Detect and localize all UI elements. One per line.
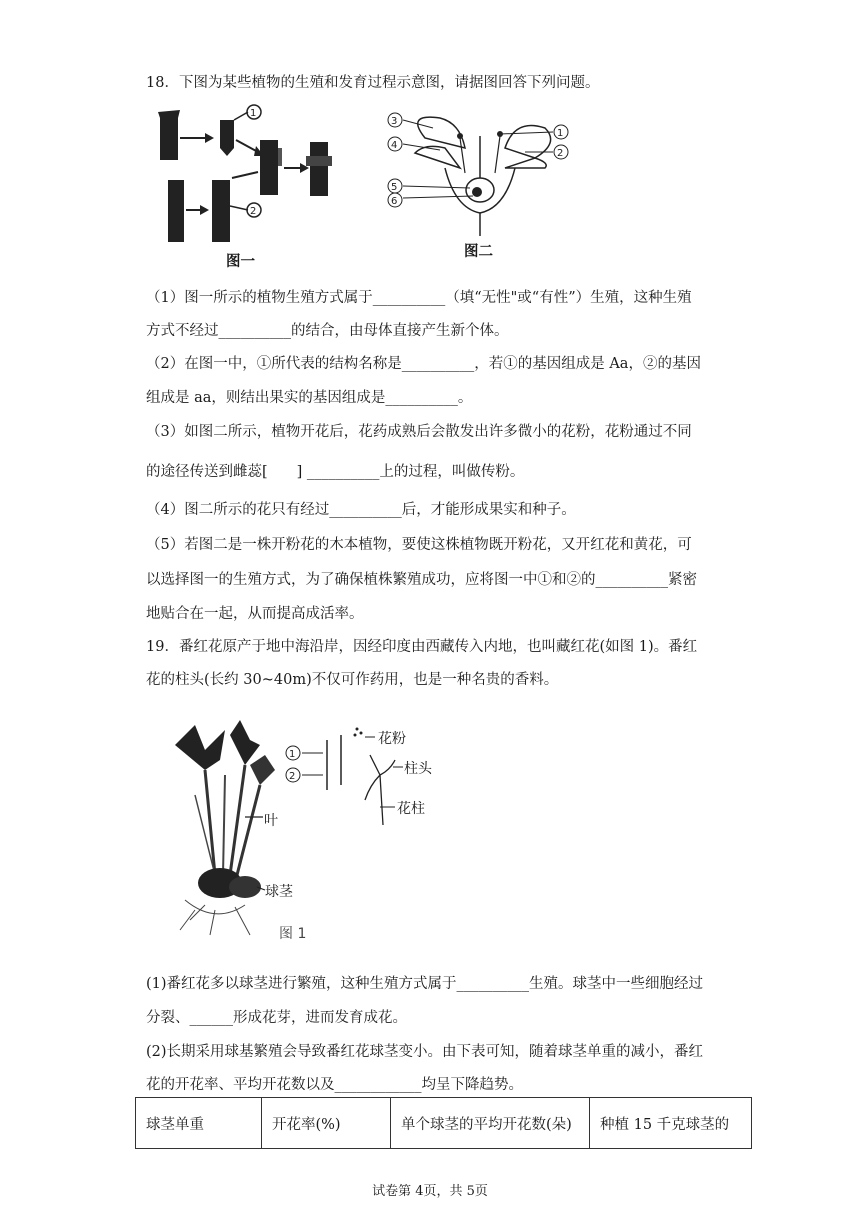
label-leaf: 叶 [264, 813, 278, 829]
label-corm: 球茎 [265, 884, 293, 900]
q18-line: （5）若图二是一株开粉花的木本植物，要使这株植物既开粉花，又开红花和黄花，可 [146, 537, 692, 553]
figure-saffron-caption: 图 1 [279, 926, 307, 942]
q19-stem-line2: 花的柱头(长约 30~40m)不仅可作药用，也是一种名贵的香料。 [146, 672, 559, 688]
table-header-cell: 种植 15 千克球茎的 [590, 1098, 752, 1149]
q18-line: 以选择图一的生殖方式，为了确保植株繁殖成功，应将图一中①和②的__________紧密 [146, 572, 697, 588]
q18-stem: 18．下图为某些植物的生殖和发育过程示意图，请据图回答下列问题。 [146, 75, 600, 91]
svg-text:5: 5 [391, 182, 398, 193]
figure2-caption: 图二 [464, 244, 493, 260]
label-pollen: 花粉 [378, 731, 406, 747]
svg-text:4: 4 [391, 140, 398, 151]
page-footer: 试卷第 4页，共 5页 [372, 1184, 488, 1199]
q18-line: 方式不经过__________的结合，由母体直接产生新个体。 [146, 323, 509, 339]
table-header-cell: 开花率(%) [262, 1098, 391, 1149]
corm-data-table [135, 1097, 752, 1149]
svg-text:2: 2 [250, 206, 257, 217]
svg-text:1: 1 [250, 108, 257, 119]
figure1-caption: 图一 [226, 254, 255, 270]
table-header-cell: 单个球茎的平均开花数(朵) [391, 1098, 590, 1149]
q18-line: 的途径传送到雌蕊[ ] __________上的过程，叫做传粉。 [146, 464, 525, 480]
figure-grafting [150, 100, 360, 270]
figure-flower [385, 108, 585, 238]
q18-line: 组成是 aa，则结出果实的基因组成是__________。 [146, 390, 473, 406]
q19-line: (1)番红花多以球茎进行繁殖，这种生殖方式属于__________生殖。球茎中一些细胞经过 [146, 976, 704, 992]
q19-stem-line1: 19．番红花原产于地中海沿岸，因经印度由西藏传入内地，也叫藏红花(如图 1)。番红 [146, 639, 698, 655]
svg-text:3: 3 [391, 116, 398, 127]
q18-line: （2）在图一中，①所代表的结构名称是__________，若①的基因组成是 Aa，②的基因 [146, 356, 701, 372]
svg-text:2: 2 [557, 148, 564, 159]
svg-text:2: 2 [289, 771, 296, 782]
svg-text:6: 6 [391, 196, 398, 207]
figure-saffron [165, 715, 435, 945]
table-header-cell: 球茎单重 [136, 1098, 262, 1149]
table-header-row [136, 1098, 752, 1149]
q19-line: (2)长期采用球基繁殖会导致番红花球茎变小。由下表可知，随着球茎单重的减小，番红 [146, 1044, 704, 1060]
label-style: 花柱 [397, 801, 425, 817]
q18-line: （1）图一所示的植物生殖方式属于__________（填“无性"或“有性”）生殖，这种生殖 [146, 290, 692, 306]
q18-line: （3）如图二所示，植物开花后，花药成熟后会散发出许多微小的花粉，花粉通过不同 [146, 424, 692, 440]
label-stigma: 柱头 [404, 761, 432, 777]
q18-line: （4）图二所示的花只有经过__________后，才能形成果实和种子。 [146, 502, 576, 518]
svg-text:1: 1 [557, 128, 564, 139]
q19-line: 分裂、______形成花芽，进而发育成花。 [146, 1010, 407, 1026]
svg-text:1: 1 [289, 749, 296, 760]
q18-line: 地贴合在一起，从而提高成活率。 [146, 606, 364, 622]
q19-line: 花的开花率、平均开花数以及____________均呈下降趋势。 [146, 1077, 523, 1093]
